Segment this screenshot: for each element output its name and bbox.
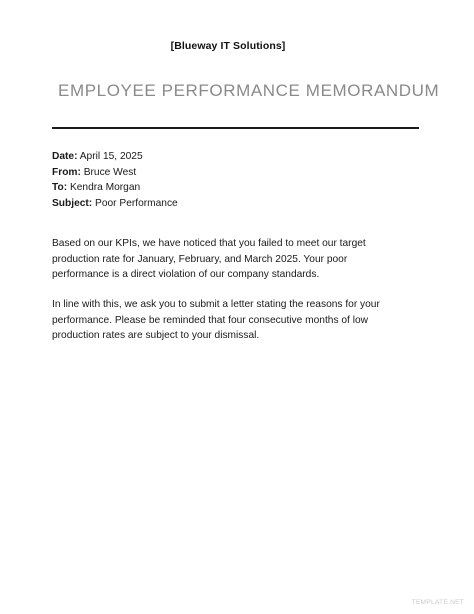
body-paragraph-2 <box>52 297 422 344</box>
memo-title: EMPLOYEE PERFORMANCE MEMORANDUM <box>58 81 440 100</box>
memo-meta-block <box>52 149 178 211</box>
body-paragraph-1 <box>52 236 422 283</box>
to-label: To: <box>52 182 68 193</box>
subject-label: Subject: <box>52 197 93 209</box>
paragraph-2-line-1: In line with this, we ask you to submit a letter stating the reasons for your <box>52 299 380 310</box>
to-value: Kendra Morgan <box>69 182 141 193</box>
paragraph-1-line-2: production rate for January, February, and March 2025. Your poor <box>52 253 348 265</box>
from-row <box>52 165 178 181</box>
date-value: April 15, 2025 <box>79 151 143 162</box>
paragraph-1-line-1: Based on our KPIs, we have noticed that you failed to meet our target <box>52 238 366 249</box>
company-name: [Blueway IT Solutions] <box>170 40 286 52</box>
title-divider <box>52 127 419 129</box>
date-row <box>52 149 178 165</box>
template-watermark: TEMPLATE.NET <box>411 599 464 606</box>
to-row <box>52 180 178 196</box>
from-value: Bruce West <box>83 166 137 178</box>
subject-row <box>52 196 178 212</box>
paragraph-1-line-3: performance is a direct violation of our company standards. <box>52 269 320 281</box>
paragraph-2-line-2: performance. Please be reminded that four consecutive months of low <box>52 314 368 326</box>
paragraph-2-line-3: production rates are subject to your dismissal. <box>52 330 260 342</box>
from-label: From: <box>52 166 81 178</box>
subject-value: Poor Performance <box>95 197 178 209</box>
date-label: Date: <box>52 151 78 162</box>
